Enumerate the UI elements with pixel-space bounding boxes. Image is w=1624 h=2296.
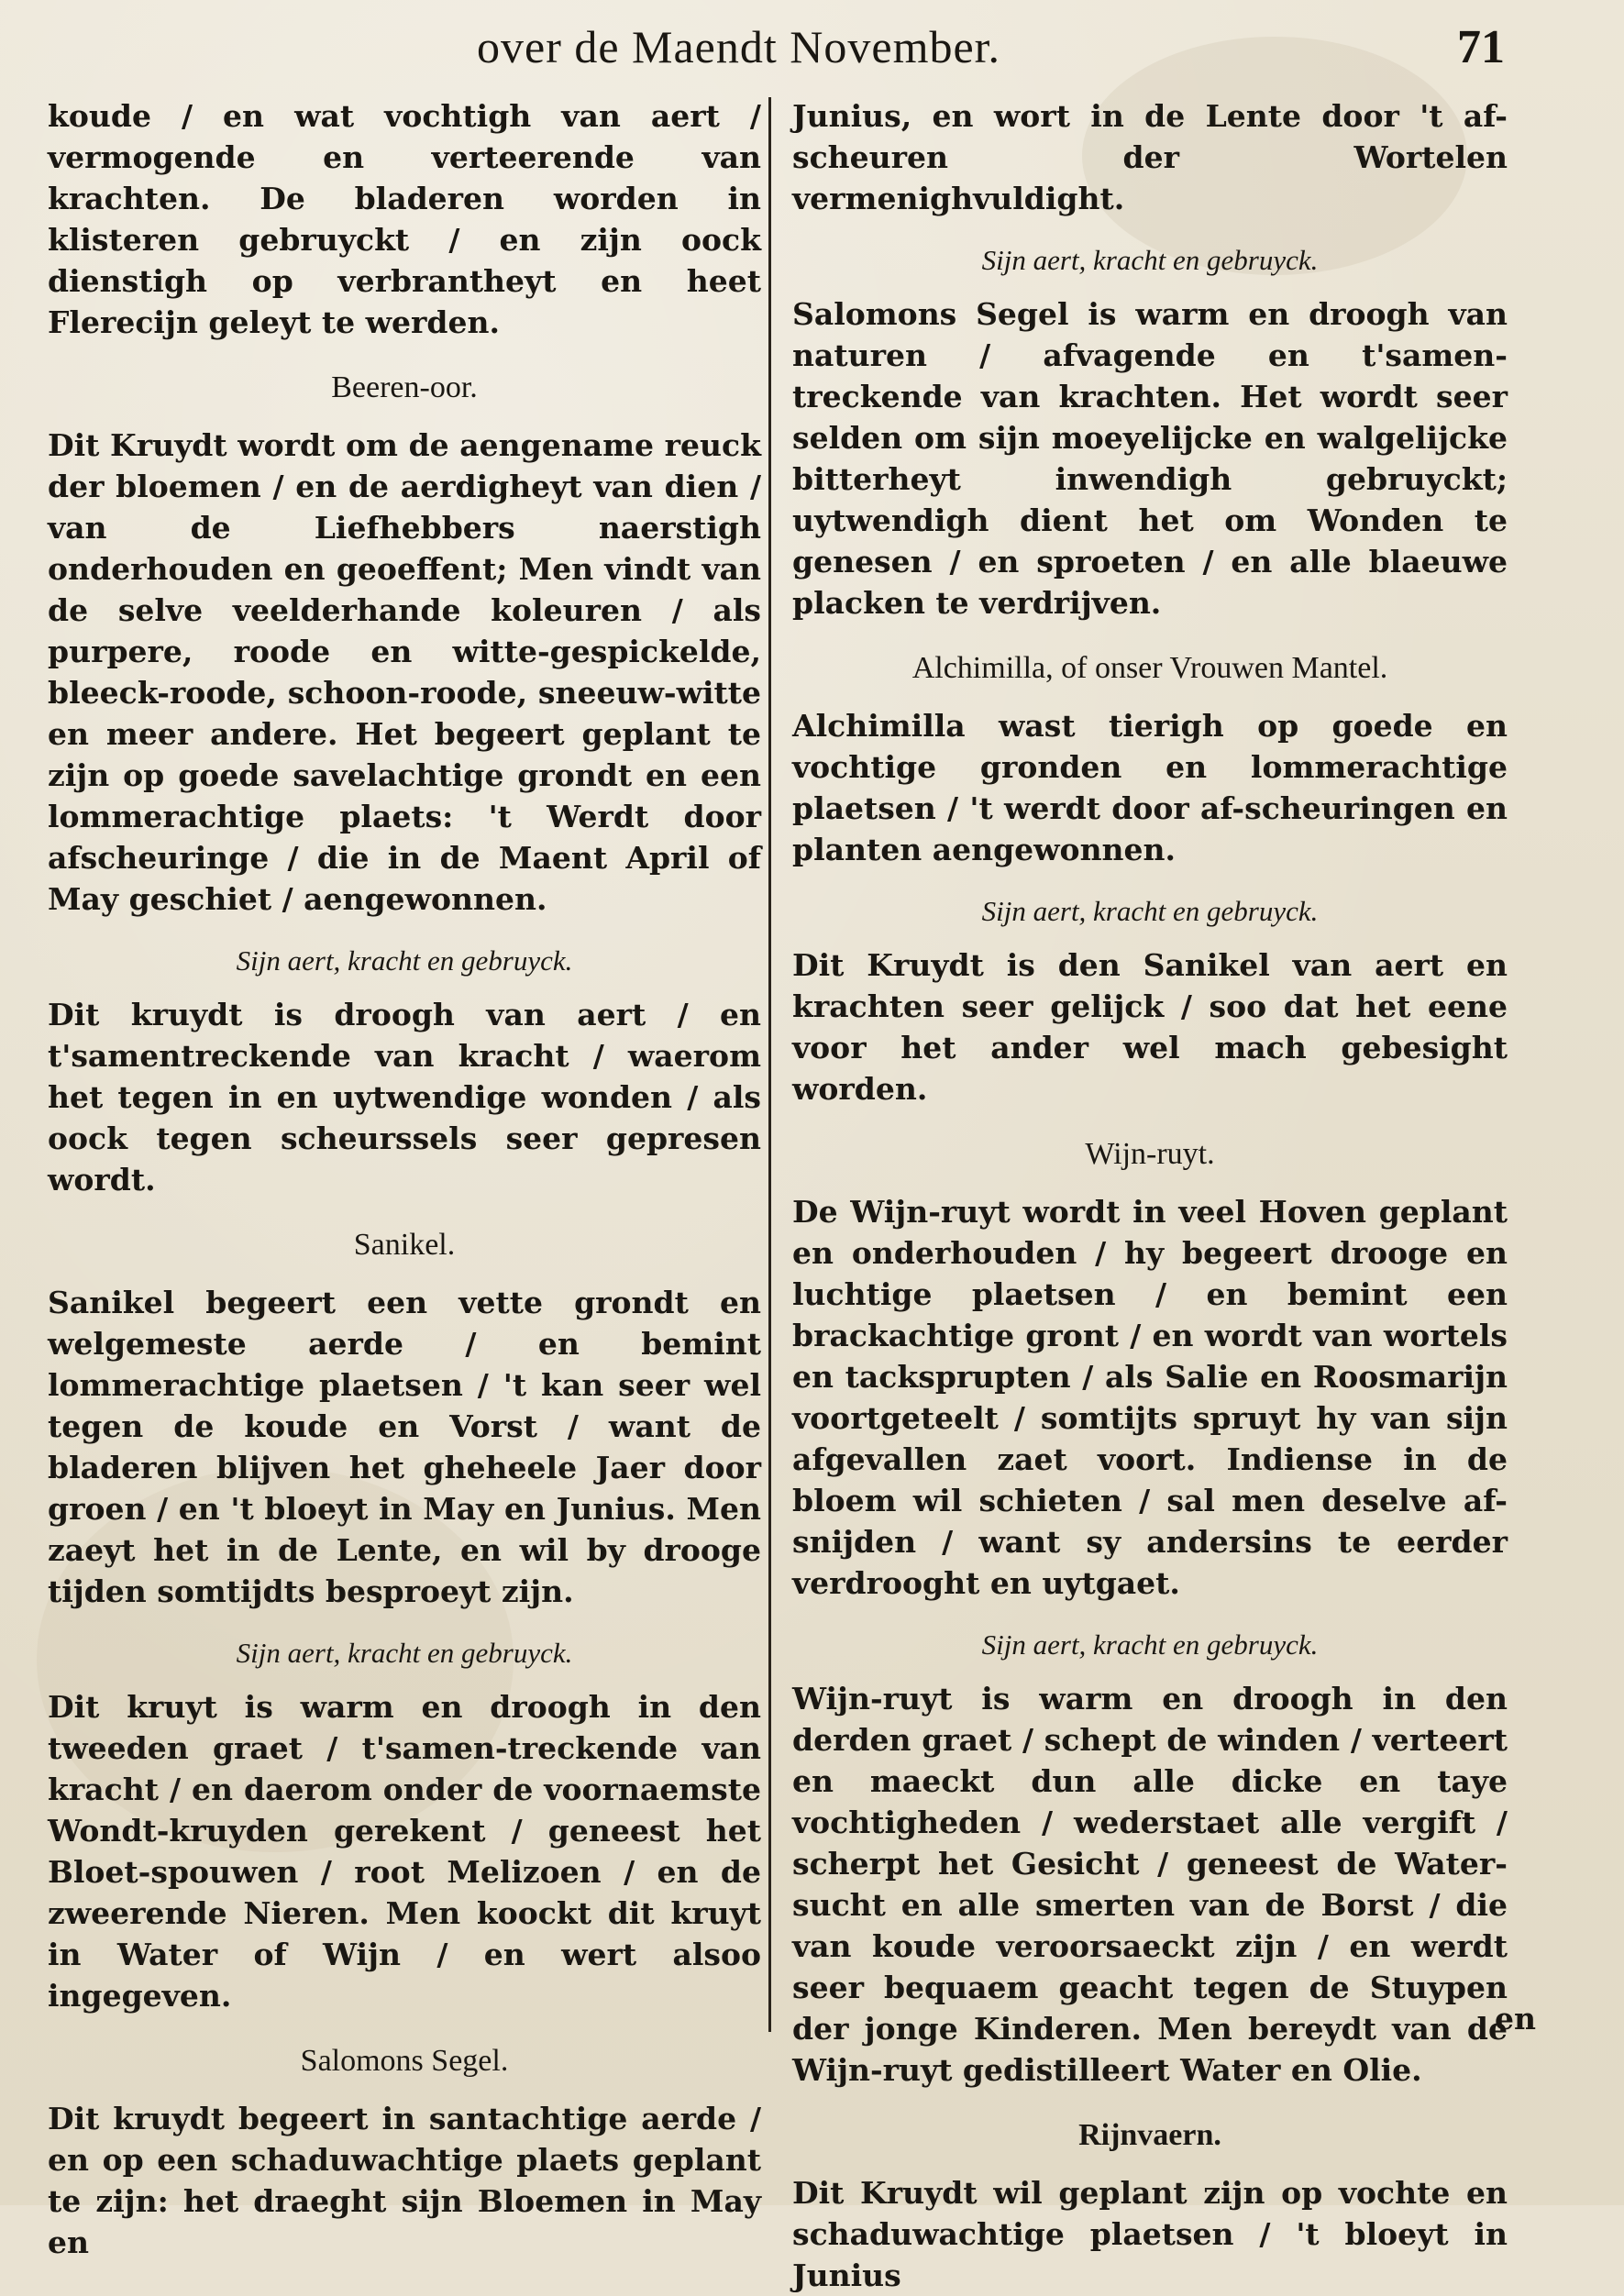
paragraph: Dit Kruydt is den Sanikel van aert en krachten seer gelijck / soo dat het eene voor het ander wel mach gebesight worden. bbox=[792, 947, 1508, 1107]
section-subheading: Sijn aert, kracht en gebruyck. bbox=[981, 895, 1319, 927]
section-heading: Rijnvaern. bbox=[1078, 2118, 1221, 2152]
section-heading: Wijn-ruyt. bbox=[1085, 1137, 1215, 1171]
paragraph: Wijn-ruyt is warm en droogh in den derden graet / schept de winden / verteert en maeckt dun alle dicke en taye vochtigheden / wederstaet alle vergift / scherpt het Gesicht / geneest de Water-sucht en alle smerten van de Borst / die van koude veroorsaeckt zijn / en werdt seer bequaem geacht tegen de Stuypen der jonge Kinderen. Men bereydt van de Wijn-ruyt gedistilleert Water en Olie. bbox=[792, 1681, 1508, 2088]
section-subheading: Sijn aert, kracht en gebruyck. bbox=[981, 1628, 1319, 1661]
catchword: en bbox=[1495, 2001, 1536, 2037]
section-heading: Sanikel. bbox=[353, 1228, 456, 1262]
right-column bbox=[792, 95, 1508, 2296]
paragraph: Salomons Segel is warm en droogh van naturen / afvagende en t'samen-treckende van krachten. Het wordt seer selden om sijn moeyelijcke en walgelijcke bitterheyt inwendigh gebruyckt; uytwendigh dient het om Wonden te genesen / en sproeten / en alle blaeuwe placken te verdrijven. bbox=[792, 296, 1508, 621]
page-header bbox=[0, 20, 1624, 84]
paragraph: Dit kruydt begeert in santachtige aerde / en op een schaduwachtige plaets geplant te zijn: het draeght sijn Bloemen in May en bbox=[48, 2101, 761, 2260]
paragraph: Dit kruydt is droogh van aert / en t'samentreckende van kracht / waerom het tegen in en uytwendige wonden / als oock tegen scheurssels seer gepresen wordt. bbox=[48, 997, 761, 1198]
paragraph: Dit Kruydt wil geplant zijn op vochte en schaduwachtige plaetsen / 't bloeyt in Junius bbox=[792, 2175, 1508, 2293]
column-divider bbox=[768, 97, 771, 2032]
paragraph: Dit kruyt is warm en droogh in den tweeden graet / t'samen-treckende van kracht / en daerom onder de voornaemste Wondt-kruyden gerekent / geneest het Bloet-spouwen / root Melizoen / en de zweerende Nieren. Men koockt dit kruyt in Water of Wijn / en wert alsoo ingegeven. bbox=[48, 1689, 761, 2014]
paragraph: Alchimilla wast tierigh op goede en vochtige gronden en lommerachtige plaetsen / 't werdt door af-scheuringen en planten aengewonnen. bbox=[792, 708, 1508, 867]
paragraph: Dit Kruydt wordt om de aengename reuck der bloemen / en de aerdigheyt van dien / van de Liefhebbers naerstigh onderhouden en geoeffent; Men vindt van de selve veelderhande koleuren / als purpere, roode en witte-gespickelde, bleeck-roode, schoon-roode, sneeuw-witte en meer andere. Het begeert geplant te zijn op goede savelachtige grondt en een lommerachtige plaets: 't Werdt door afscheuringe / die in de Maent April of May geschiet / aengewonnen. bbox=[48, 427, 761, 917]
left-column bbox=[48, 95, 761, 2263]
page-number: 71 bbox=[1457, 21, 1505, 73]
running-title: over de Maendt November. bbox=[477, 21, 1001, 72]
paragraph: koude / en wat vochtigh van aert / vermogende en verteerende van krachten. De bladeren worden in klisteren gebruyckt / en zijn oock dienstigh op verbrantheyt en heet Flerecijn geleyt te werden. bbox=[48, 98, 761, 340]
section-subheading: Sijn aert, kracht en gebruyck. bbox=[236, 944, 573, 977]
paragraph: Junius, en wort in de Lente door 't af-scheuren der Wortelen vermenighvuldight. bbox=[792, 98, 1508, 216]
paragraph: Sanikel begeert een vette grondt en welgemeste aerde / en bemint lommerachtige plaetsen / 't kan seer wel tegen de koude en Vorst / want de bladeren blijven het gheheele Jaer door groen / en 't bloeyt in May en Junius. Men zaeyt het in de Lente, en wil by drooge tijden somtijdts besproeyt zijn. bbox=[48, 1285, 761, 1609]
section-subheading: Sijn aert, kracht en gebruyck. bbox=[981, 244, 1319, 276]
section-heading: Salomons Segel. bbox=[300, 2044, 509, 2078]
section-heading: Beeren-oor. bbox=[331, 370, 478, 404]
section-subheading: Sijn aert, kracht en gebruyck. bbox=[236, 1637, 573, 1669]
paragraph: De Wijn-ruyt wordt in veel Hoven geplant en onderhouden / hy begeert drooge en luchtige plaetsen / en bemint een brackachtige gront / en wordt van wortels en tacksprupten / als Salie en Roosmarijn voortgeteelt / somtijts spruyt hy van sijn afgevallen zaet voort. Indiense in de bloem wil schieten / sal men deselve af-snijden / want sy andersins te eerder verdrooght en uytgaet. bbox=[792, 1194, 1508, 1601]
section-heading: Alchimilla, of onser Vrouwen Mantel. bbox=[911, 651, 1388, 685]
